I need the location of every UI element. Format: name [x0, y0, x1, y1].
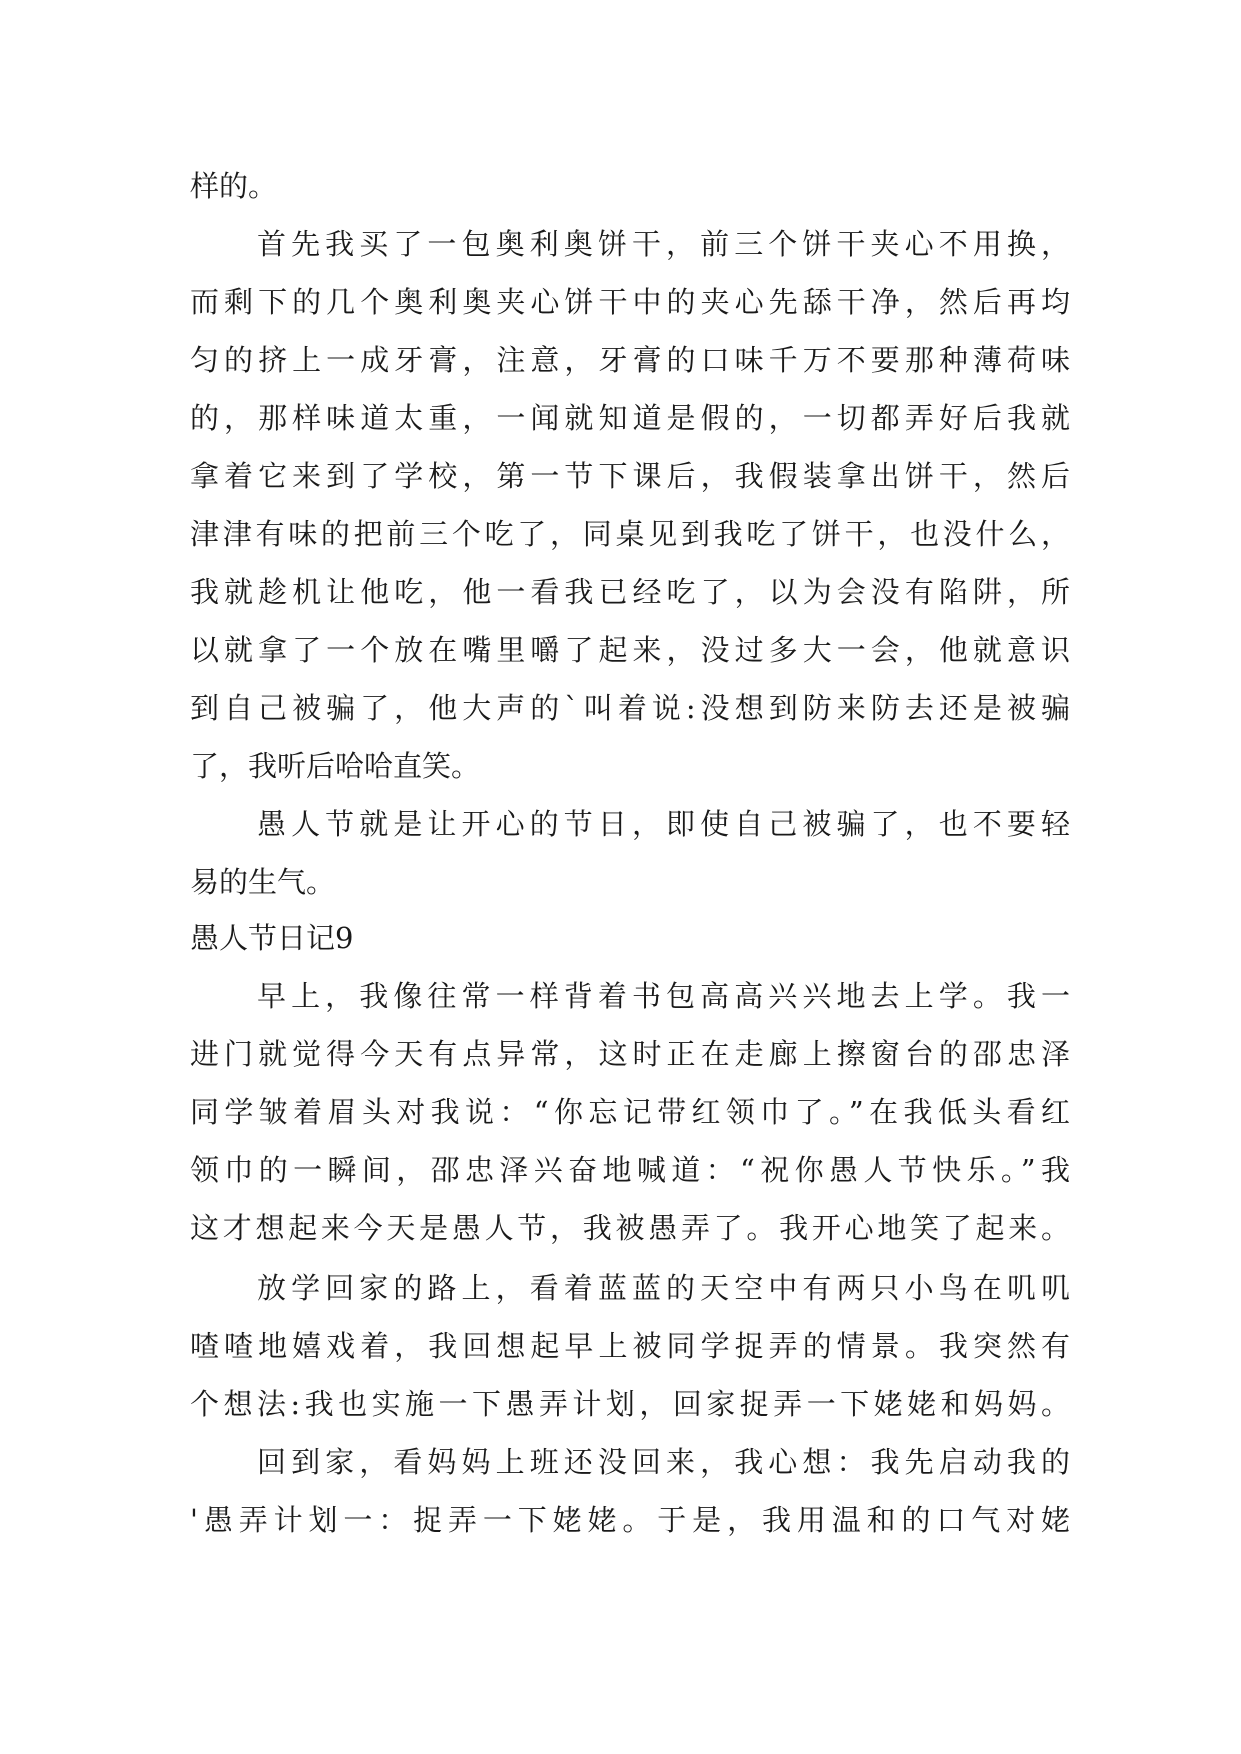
text-line: 以就拿了一个放在嘴里嚼了起来，没过多大一会，他就意识 — [190, 633, 1070, 667]
text-line: 匀的挤上一成牙膏，注意，牙膏的口味千万不要那种薄荷味 — [190, 343, 1070, 377]
text-line: 早上，我像往常一样背着书包高高兴兴地去上学。我一 — [257, 979, 1070, 1013]
text-line: 的，那样味道太重，一闻就知道是假的，一切都弄好后我就 — [190, 401, 1070, 435]
text-line: 样的。 — [190, 169, 278, 203]
text-line: 愚人节就是让开心的节日，即使自己被骗了，也不要轻 — [257, 807, 1070, 841]
text-line: 回到家，看妈妈上班还没回来，我心想：我先启动我的 — [257, 1445, 1070, 1479]
text-line: 津津有味的把前三个吃了，同桌见到我吃了饼干，也没什么， — [190, 517, 1070, 551]
section-heading: 愚人节日记9 — [190, 921, 354, 955]
text-line: 这才想起来今天是愚人节，我被愚弄了。我开心地笑了起来。 — [190, 1211, 1070, 1245]
text-line: 首先我买了一包奥利奥饼干，前三个饼干夹心不用换， — [257, 227, 1070, 261]
text-line: 喳喳地嬉戏着，我回想起早上被同学捉弄的情景。我突然有 — [190, 1329, 1070, 1363]
text-line: 同学皱着眉头对我说：“你忘记带红领巾了。”在我低头看红 — [190, 1095, 1070, 1129]
text-line: 放学回家的路上，看着蓝蓝的天空中有两只小鸟在叽叽 — [257, 1271, 1070, 1305]
text-line: 进门就觉得今天有点异常，这时正在走廊上擦窗台的邵忠泽 — [190, 1037, 1070, 1071]
text-line: 易的生气。 — [190, 865, 336, 899]
text-line: 个想法:我也实施一下愚弄计划，回家捉弄一下姥姥和妈妈。 — [190, 1387, 1070, 1421]
text-line: 拿着它来到了学校，第一节下课后，我假装拿出饼干，然后 — [190, 459, 1070, 493]
text-line: 到自己被骗了，他大声的`叫着说:没想到防来防去还是被骗 — [190, 691, 1070, 725]
text-line: 我就趁机让他吃，他一看我已经吃了，以为会没有陷阱，所 — [190, 575, 1070, 609]
text-line: 领巾的一瞬间，邵忠泽兴奋地喊道：“祝你愚人节快乐。”我 — [190, 1153, 1070, 1187]
text-line: 而剩下的几个奥利奥夹心饼干中的夹心先舔干净，然后再均 — [190, 285, 1070, 319]
text-line: '愚弄计划一：捉弄一下姥姥。于是，我用温和的口气对姥 — [190, 1503, 1070, 1537]
text-line: 了，我听后哈哈直笑。 — [190, 749, 481, 783]
